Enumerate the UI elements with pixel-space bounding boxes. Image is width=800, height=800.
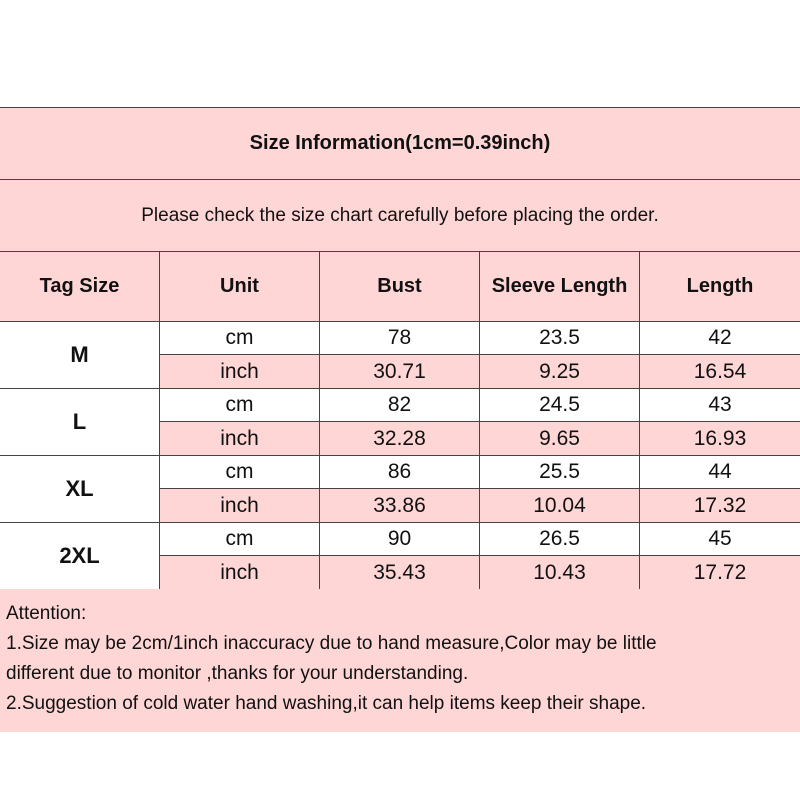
header-unit: Unit [160, 252, 320, 321]
cm-row [160, 456, 800, 489]
sleeve-length-cell: 9.25 [480, 355, 640, 388]
sleeve-length-cell: 10.04 [480, 489, 640, 522]
unit-cell: cm [160, 389, 320, 421]
sleeve-length-cell: 26.5 [480, 523, 640, 555]
bust-cell: 30.71 [320, 355, 480, 388]
inch-row [160, 489, 800, 523]
header-bust: Bust [320, 252, 480, 321]
chart-title: Size Information(1cm=0.39inch) [0, 108, 800, 180]
bust-cell: 35.43 [320, 556, 480, 589]
length-cell: 17.32 [693, 493, 747, 517]
unit-cell: cm [160, 322, 320, 354]
notes-line-2: 2.Suggestion of cold water hand washing,it can help items keep their shape. [6, 693, 647, 714]
length-cell: 45 [708, 527, 732, 550]
notes-line-1b: different due to monitor ,thanks for your understanding. [6, 663, 469, 684]
bust-cell: 78 [320, 322, 480, 354]
notes-line-1a: 1.Size may be 2cm/1inch inaccuracy due to hand measure,Color may be little [6, 633, 657, 654]
tag-size-cell: 2XL [0, 523, 160, 590]
bust-cell: 33.86 [320, 489, 480, 522]
header-row [0, 252, 800, 322]
size-chart [0, 107, 800, 732]
length-cell: 16.93 [693, 426, 747, 450]
cm-row [160, 389, 800, 422]
bust-cell: 82 [320, 389, 480, 421]
bust-cell: 90 [320, 523, 480, 555]
length-cell: 43 [708, 393, 732, 416]
notes-heading: Attention: [6, 603, 87, 624]
unit-cell: inch [160, 489, 320, 522]
unit-cell: inch [160, 556, 320, 589]
sleeve-length-cell: 9.65 [480, 422, 640, 455]
inch-row [160, 355, 800, 389]
unit-cell: cm [160, 456, 320, 488]
sleeve-length-cell: 23.5 [480, 322, 640, 354]
sleeve-length-cell: 10.43 [480, 556, 640, 589]
header-length: Length [686, 275, 754, 297]
attention-notes [0, 589, 800, 732]
bust-cell: 32.28 [320, 422, 480, 455]
sleeve-length-cell: 24.5 [480, 389, 640, 421]
unit-cell: inch [160, 355, 320, 388]
tag-size-cell: M [0, 322, 160, 389]
chart-subtitle: Please check the size chart carefully before placing the order. [0, 180, 800, 252]
tag-size-cell: XL [0, 456, 160, 523]
sleeve-length-cell: 25.5 [480, 456, 640, 488]
length-cell: 16.54 [693, 359, 747, 383]
cm-row [160, 322, 800, 355]
length-cell: 17.72 [693, 560, 747, 584]
unit-cell: inch [160, 422, 320, 455]
header-sleeve-length: Sleeve Length [480, 252, 640, 321]
length-cell: 42 [708, 326, 732, 349]
tag-size-cell: L [0, 389, 160, 456]
inch-row [160, 556, 800, 590]
unit-cell: cm [160, 523, 320, 555]
cm-row [160, 523, 800, 556]
header-tag-size: Tag Size [0, 252, 160, 321]
bust-cell: 86 [320, 456, 480, 488]
length-cell: 44 [708, 460, 732, 483]
inch-row [160, 422, 800, 456]
